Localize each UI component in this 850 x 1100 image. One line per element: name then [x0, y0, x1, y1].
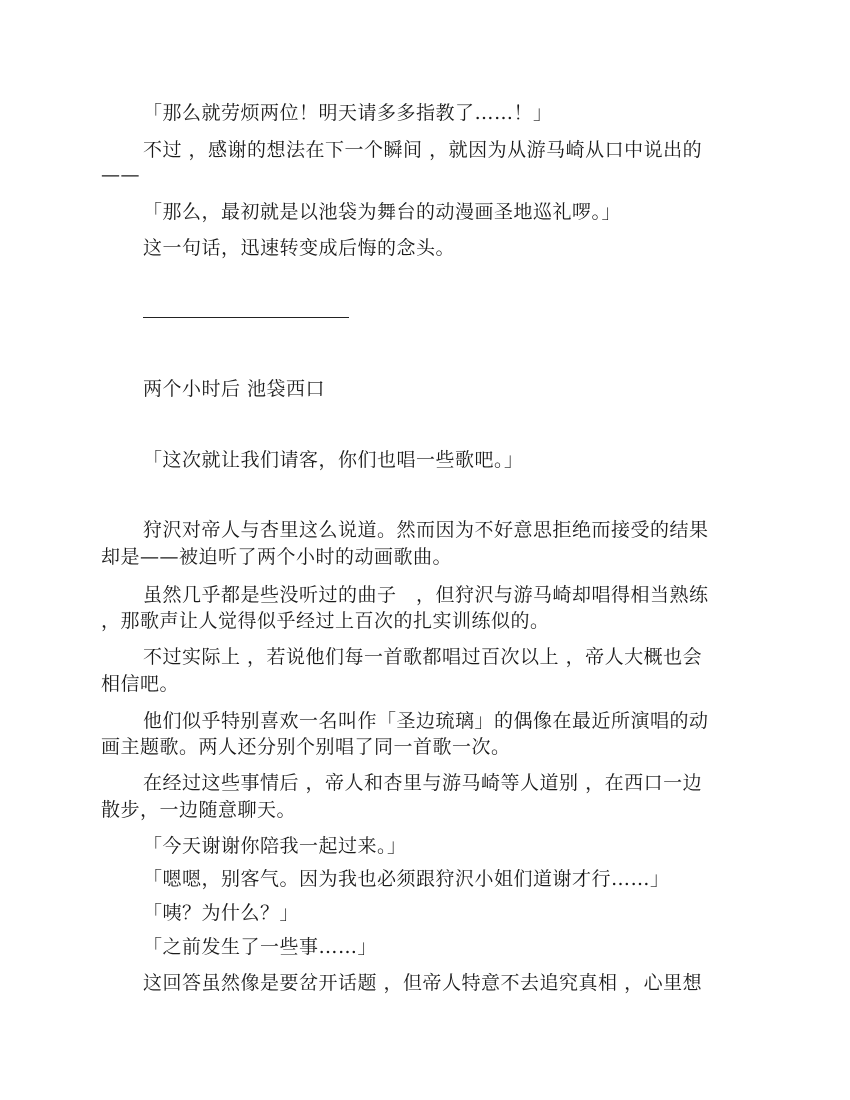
paragraph-line: 狩沢对帝人与杏里这么说道。然而因为不好意思拒绝而接受的结果	[143, 519, 709, 541]
paragraph-line: 不过 ，感谢的想法在下一个瞬间 ，就因为从游马崎从口中说出的	[143, 139, 703, 161]
paragraph-line: 他们似乎特别喜欢一名叫作「圣边琉璃」的偶像在最近所演唱的动	[143, 710, 709, 732]
paragraph-line: 在经过这些事情后 ，帝人和杏里与游马崎等人道别 ，在西口一边	[143, 772, 703, 794]
paragraph-line: 不过实际上 ，若说他们每一首歌都唱过百次以上 ，帝人大概也会	[143, 646, 703, 668]
dialogue-line: 「今天谢谢你陪我一起过来。」	[143, 835, 407, 857]
dialogue-line: 「咦？为什么？」	[143, 902, 300, 924]
dialogue-line: 「这次就让我们请客，你们也唱一些歌吧。」	[143, 449, 524, 471]
paragraph-line: 相信吧。	[101, 673, 180, 695]
paragraph-line: 这回答虽然像是要岔开话题 ，但帝人特意不去追究真相 ，心里想	[143, 972, 703, 994]
dialogue-line: 「之前发生了一些事……」	[143, 936, 378, 958]
paragraph-line: 散步，一边随意聊天。	[101, 799, 297, 821]
scene-heading: 两个小时后 池袋西口	[143, 378, 326, 400]
paragraph-line: ，那歌声让人觉得似乎经过上百次的扎实训练似的。	[101, 610, 550, 632]
dialogue-line: 「那么就劳烦两位！明天请多多指教了……！」	[143, 102, 553, 124]
paragraph-line: ——	[101, 164, 140, 186]
section-divider	[143, 317, 349, 318]
paragraph-line: 这一句话，迅速转变成后悔的念头。	[143, 237, 456, 259]
dialogue-line: 「那么，最初就是以池袋为舞台的动漫画圣地巡礼啰。」	[143, 201, 622, 223]
paragraph-line: 画主题歌。两人还分别个别唱了同一首歌一次。	[101, 736, 511, 758]
paragraph-line: 虽然几乎都是些没听过的曲子 ，但狩沢与游马崎却唱得相当熟练	[143, 584, 709, 606]
dialogue-line: 「嗯嗯，别客气。因为我也必须跟狩沢小姐们道谢才行……」	[143, 868, 670, 890]
paragraph-line: 却是——被迫听了两个小时的动画歌曲。	[101, 546, 453, 568]
